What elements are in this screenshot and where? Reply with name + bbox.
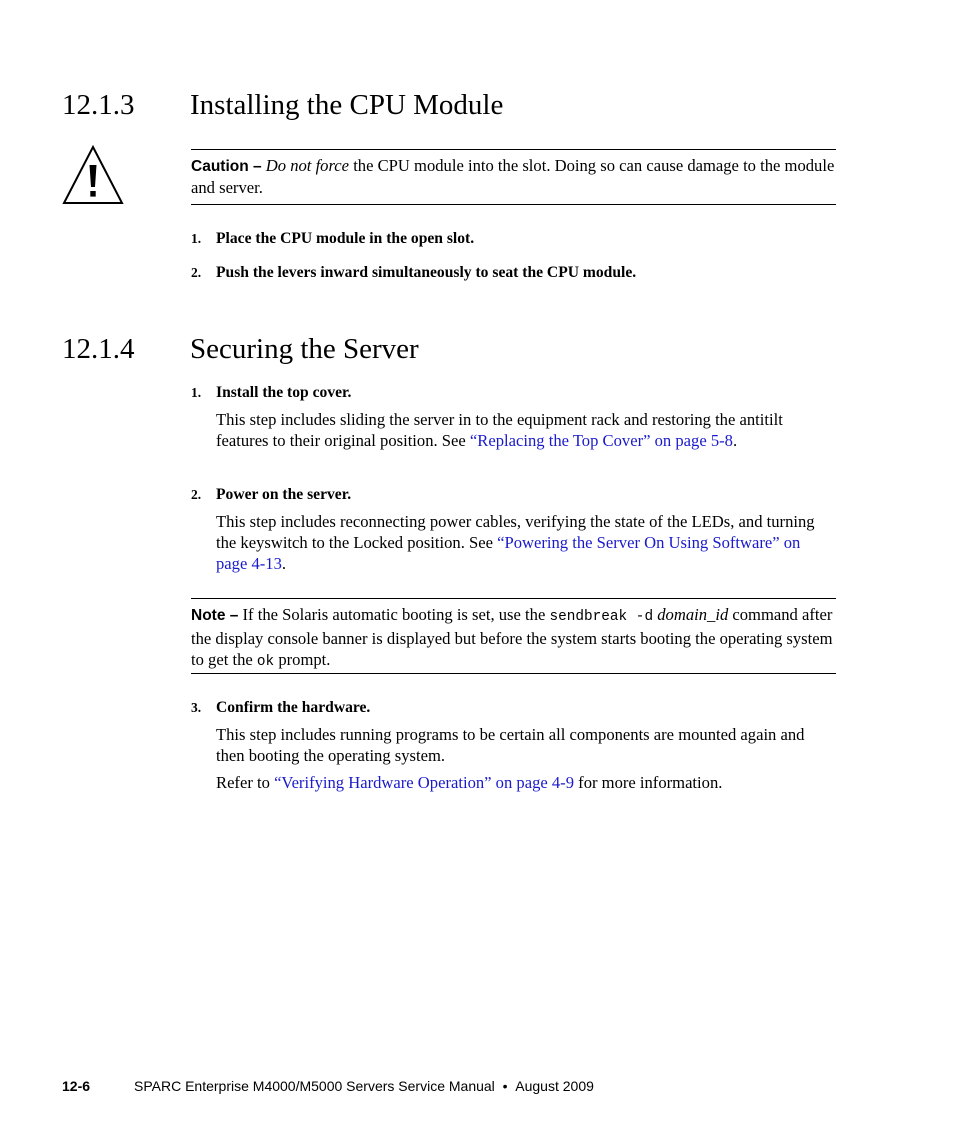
step-reference [216,772,834,793]
step-item [191,263,636,283]
reference-suffix: for more information. [574,773,723,792]
note-command: sendbreak -d [549,609,654,625]
section-title: Installing the CPU Module [190,89,504,121]
footer-bullet: • [502,1078,508,1094]
step-item [191,698,370,718]
step-description-text: This step includes reconnecting power cables, verifying the state of the LEDs, and turning the keyswitch to the Locked position. See [216,512,815,552]
caution-box [191,155,836,198]
cross-reference-link[interactable]: “Replacing the Top Cover” on page 5-8 [469,431,733,450]
section-number: 12.1.3 [62,89,135,121]
caution-warning-icon [62,145,124,205]
section-heading-securing-server [62,332,419,366]
note-bottom-rule [191,673,836,674]
note-text: prompt. [274,650,331,669]
step-number: 2. [191,487,202,502]
note-top-rule [191,598,836,599]
cross-reference-link[interactable]: “Verifying Hardware Operation” on page 4-9 [274,773,575,792]
step-number: 1. [191,231,202,246]
step-number: 1. [191,385,202,400]
step-text: Push the levers inward simultaneously to seat the CPU module. [216,264,637,281]
step-number: 3. [191,700,202,715]
step-description-text: This step includes sliding the server in to the equipment rack and restoring the antitilt features to their original position. See [216,410,783,450]
step-text: Install the top cover. [216,384,352,401]
step-text: Power on the server. [216,486,352,503]
section-title: Securing the Server [190,333,419,365]
note-text: command after the display console banner is displayed but before the system starts booting the operating system to get the [191,605,833,669]
section-heading-installing-cpu [62,88,503,122]
note-prompt-code: ok [256,654,275,670]
punctuation: . [732,431,738,450]
step-item [191,229,474,249]
section-number: 12.1.4 [62,333,135,365]
step-description [216,724,834,766]
page-number: 12-6 [62,1078,91,1094]
step-item [191,485,351,505]
step-description [216,409,834,451]
step-description-text: This step includes running programs to be certain all components are mounted again and then booting the operating system. [216,725,805,765]
cross-reference-link[interactable]: “Powering the Server On Using Software” on page 4-13 [216,533,801,573]
caution-label: Caution – [191,158,262,175]
manual-title: SPARC Enterprise M4000/M5000 Servers Service Manual [134,1078,495,1094]
caution-text: the CPU module into the slot. Doing so can cause damage to the module and server. [191,156,835,197]
caution-bottom-rule [191,204,836,205]
publication-date: August 2009 [515,1078,594,1094]
caution-emphasis: Do not force [265,156,350,175]
step-text: Place the CPU module in the open slot. [216,230,475,247]
punctuation: . [281,554,287,573]
note-text: If the Solaris automatic booting is set, use the [238,605,550,624]
note-command-argument: domain_id [657,605,729,624]
page-footer [62,1078,594,1094]
note-label: Note – [191,607,239,624]
step-description [216,511,834,574]
step-number: 2. [191,265,202,280]
note-box [191,604,836,673]
reference-prefix: Refer to [216,773,275,792]
step-item [191,383,351,403]
step-text: Confirm the hardware. [216,699,371,716]
caution-top-rule [191,149,836,150]
